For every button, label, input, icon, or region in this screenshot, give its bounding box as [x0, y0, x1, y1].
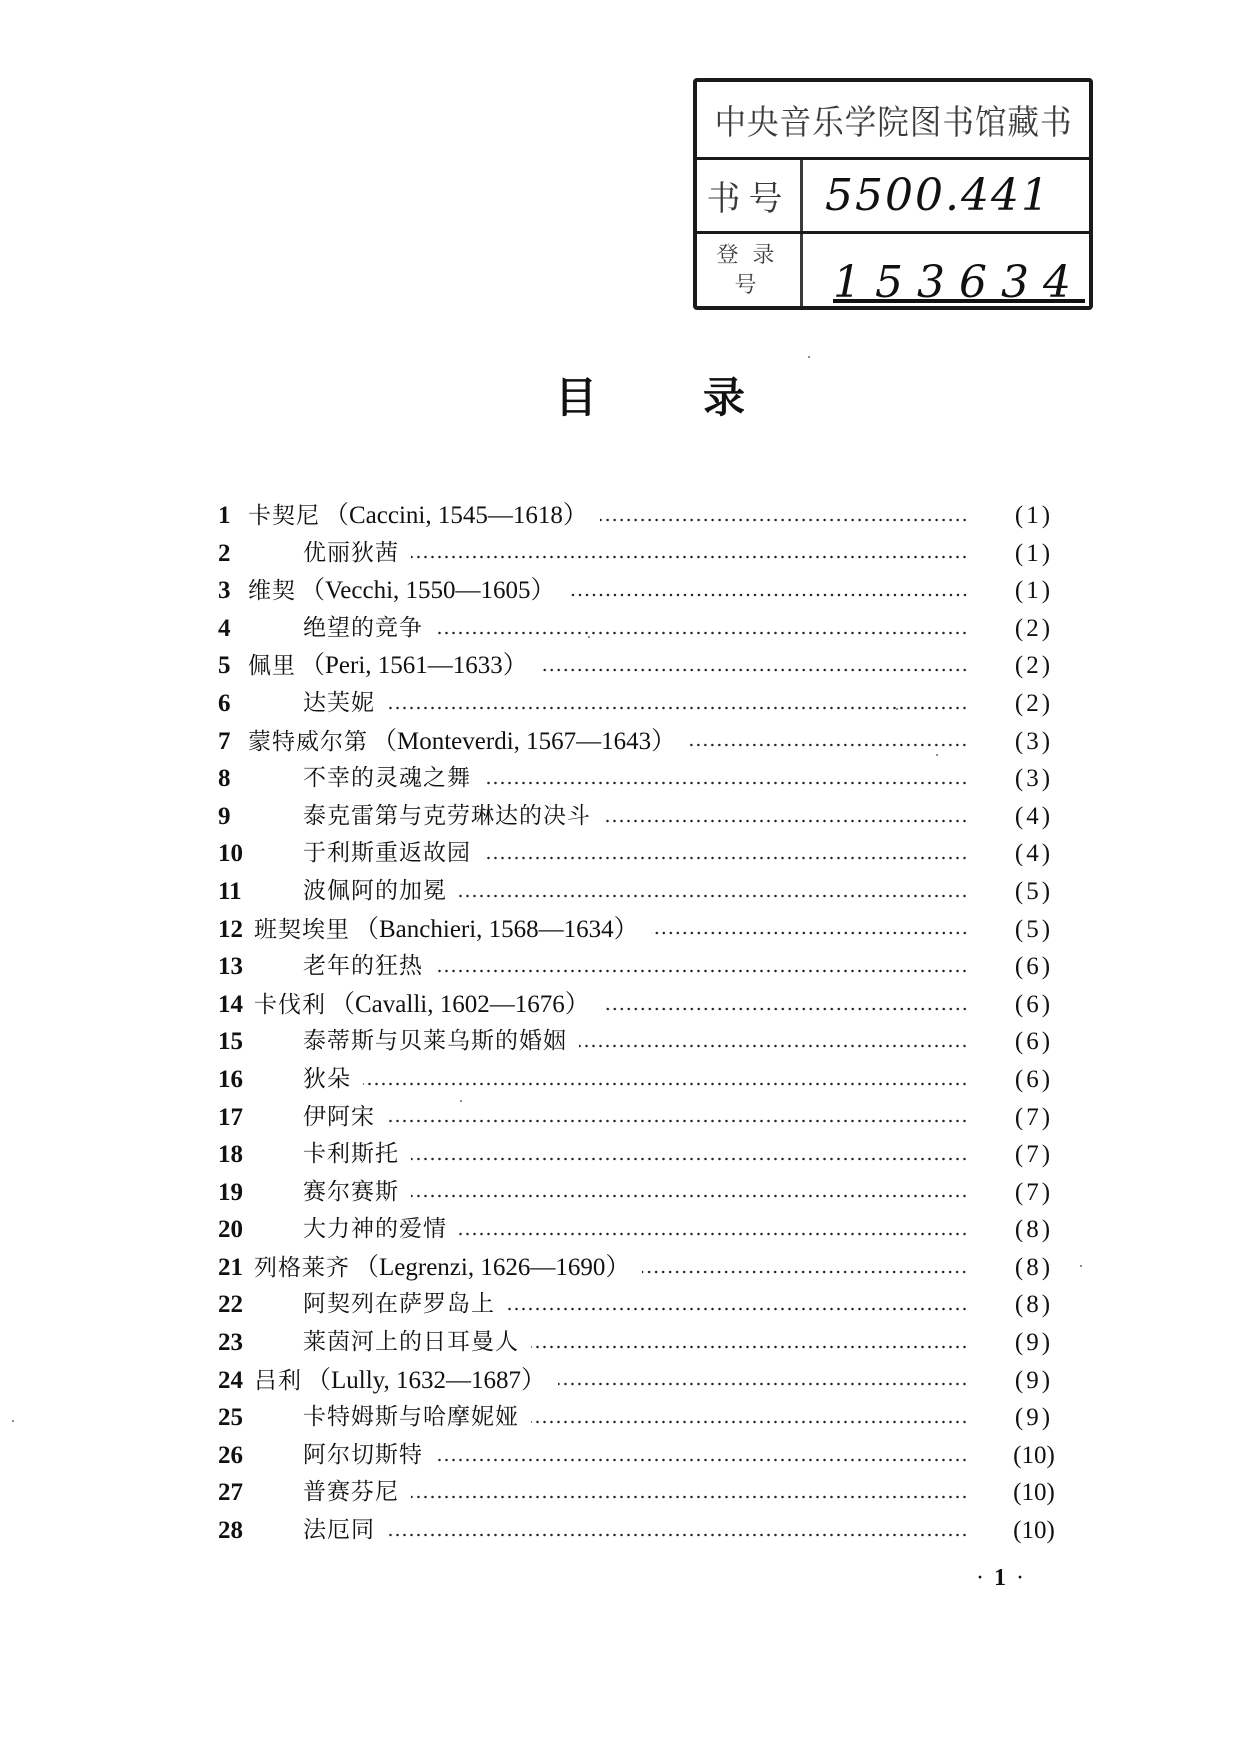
toc-dot-leader — [603, 819, 968, 823]
toc-dot-leader — [387, 706, 968, 710]
scan-speck — [896, 708, 898, 710]
toc-composer-title — [254, 986, 590, 1025]
toc-entry-number: 1 — [218, 502, 231, 529]
toc-dot-leader — [602, 1007, 968, 1011]
toc-work-title — [303, 760, 471, 798]
toc-entry-number: 7 — [218, 727, 231, 755]
scan-speck — [588, 636, 590, 638]
toc-title-chinese: 佩里 — [248, 653, 296, 680]
stamp-title: 中央音乐学院图书馆藏书 — [713, 103, 1073, 143]
library-stamp — [693, 78, 1093, 310]
page-title-char-1: 目 — [555, 373, 598, 422]
toc-entry[interactable] — [218, 911, 1068, 949]
toc-entry-number: 12 — [218, 915, 243, 943]
toc-page-number: (2) — [1014, 652, 1054, 680]
toc-entry[interactable] — [218, 1023, 1068, 1061]
toc-title-latin: （Monteverdi, 1567—1643） — [372, 727, 677, 755]
toc-work-title — [303, 685, 375, 723]
toc-page-number: (10) — [1013, 1479, 1055, 1507]
toc-title-latin: （Banchieri, 1568—1634） — [354, 915, 639, 943]
toc-title-chinese: 莱茵河上的日耳曼人 — [303, 1329, 519, 1356]
toc-work-title — [303, 1061, 351, 1099]
folio-left-dot: · — [976, 1565, 984, 1591]
toc-entry-number: 8 — [218, 765, 231, 793]
folio-right-dot: · — [1016, 1565, 1024, 1591]
toc-title-chinese: 普赛芬尼 — [303, 1479, 399, 1506]
toc-composer-title — [254, 911, 639, 950]
toc-entry-number: 19 — [218, 1178, 243, 1206]
toc-work-title — [303, 610, 423, 648]
toc-dot-leader — [459, 1232, 968, 1236]
stamp-accession-label-line2: 号 — [734, 273, 771, 298]
toc-entry[interactable] — [218, 1512, 1068, 1550]
toc-entry-number: 18 — [218, 1141, 243, 1169]
toc-title-chinese: 卡特姆斯与哈摩妮娅 — [303, 1404, 519, 1431]
toc-entry-number: 9 — [218, 802, 231, 830]
toc-entry[interactable] — [218, 873, 1068, 911]
toc-entry[interactable] — [218, 1286, 1068, 1324]
toc-composer-title — [248, 647, 528, 686]
stamp-call-number-value: 5500.441 — [825, 170, 1051, 221]
toc-title-latin: （Legrenzi, 1626—1690） — [354, 1253, 631, 1281]
toc-title-latin: （Cavalli, 1602—1676） — [330, 990, 590, 1018]
toc-title-chinese: 狄朵 — [303, 1065, 351, 1092]
toc-entry[interactable] — [218, 798, 1068, 836]
toc-entry-number: 14 — [218, 990, 243, 1018]
toc-title-chinese: 阿契列在萨罗岛上 — [303, 1291, 495, 1318]
toc-title-latin: （Caccini, 1545—1618） — [324, 502, 588, 529]
toc-page-number: (8) — [1014, 1216, 1054, 1244]
toc-page-number: (3) — [1014, 727, 1054, 755]
toc-page-number: (7) — [1014, 1141, 1054, 1169]
toc-work-title — [303, 1099, 375, 1137]
toc-entry[interactable] — [218, 1061, 1068, 1099]
scan-speck — [808, 356, 810, 358]
toc-page-number: (6) — [1014, 1065, 1054, 1093]
toc-dot-leader — [688, 743, 968, 747]
toc-title-chinese: 于利斯重返故园 — [303, 840, 471, 867]
toc-page-number: (2) — [1014, 614, 1054, 642]
toc-dot-leader — [483, 781, 968, 785]
toc-dot-leader — [411, 1194, 968, 1198]
toc-work-title — [303, 948, 423, 986]
toc-dot-leader — [600, 518, 968, 522]
toc-entry-number: 26 — [218, 1441, 243, 1469]
toc-entry-number: 27 — [218, 1479, 243, 1507]
toc-title-latin: （Peri, 1561—1633） — [300, 652, 528, 680]
toc-entry[interactable] — [218, 1399, 1068, 1437]
toc-work-title — [303, 1437, 423, 1475]
toc-work-title — [303, 1136, 399, 1174]
toc-entry[interactable] — [218, 610, 1068, 648]
toc-dot-leader — [531, 1345, 968, 1349]
toc-title-chinese: 达芙妮 — [303, 689, 375, 716]
toc-work-title — [303, 1286, 495, 1324]
toc-title-chinese: 绝望的竞争 — [303, 614, 423, 641]
toc-title-chinese: 优丽狄茜 — [303, 539, 399, 566]
toc-dot-leader — [387, 1533, 968, 1537]
stamp-call-number-label: 书号 — [697, 160, 803, 231]
toc-entry[interactable] — [218, 1174, 1068, 1212]
folio-page-number: 1 — [994, 1565, 1006, 1591]
toc-page-number: (1) — [1014, 539, 1054, 567]
toc-title-chinese: 阿尔切斯特 — [303, 1441, 423, 1468]
toc-dot-leader — [558, 1382, 968, 1386]
stamp-accession-value: 153634 — [833, 257, 1085, 308]
toc-entry[interactable] — [218, 1249, 1068, 1287]
toc-work-title — [303, 1399, 519, 1437]
toc-title-chinese: 伊阿宋 — [303, 1103, 375, 1130]
toc-title-chinese: 班契埃里 — [254, 916, 350, 943]
toc-dot-leader — [483, 856, 968, 860]
toc-work-title — [303, 873, 447, 911]
toc-page-number: (4) — [1014, 802, 1054, 830]
page-title — [0, 368, 1240, 428]
toc-entry[interactable] — [218, 497, 1068, 535]
toc-page-number: (10) — [1013, 1517, 1055, 1545]
toc-entry[interactable] — [218, 685, 1068, 723]
toc-entry-number: 3 — [218, 577, 231, 605]
stamp-accession-label-line1: 登录 — [716, 243, 789, 268]
toc-entry[interactable] — [218, 1136, 1068, 1174]
scan-speck — [936, 754, 938, 756]
toc-page-number: (2) — [1014, 689, 1054, 717]
toc-page-number: (4) — [1014, 840, 1054, 868]
toc-composer-title — [248, 723, 676, 762]
toc-page-number: (8) — [1014, 1253, 1054, 1281]
toc-work-title — [303, 535, 399, 573]
toc-entry-number: 6 — [218, 689, 231, 717]
toc-dot-leader — [411, 555, 968, 559]
toc-dot-leader — [411, 1157, 968, 1161]
toc-work-title — [303, 835, 471, 873]
toc-page-number: (1) — [1014, 577, 1054, 605]
toc-dot-leader — [363, 1082, 968, 1086]
toc-page-number: (9) — [1014, 1366, 1054, 1394]
toc-entry[interactable] — [218, 1437, 1068, 1475]
toc-entry[interactable] — [218, 572, 1068, 610]
toc-entry-number: 25 — [218, 1404, 243, 1432]
toc-title-chinese: 泰蒂斯与贝莱乌斯的婚姻 — [303, 1028, 567, 1055]
table-of-contents — [218, 497, 1068, 1550]
toc-entry-number: 10 — [218, 840, 243, 868]
toc-entry-number: 22 — [218, 1291, 243, 1319]
toc-page-number: (9) — [1014, 1404, 1054, 1432]
toc-dot-leader — [507, 1307, 968, 1311]
toc-title-chinese: 卡伐利 — [254, 991, 326, 1018]
toc-dot-leader — [568, 593, 968, 597]
toc-page-number: (10) — [1013, 1441, 1055, 1469]
toc-page-number: (9) — [1014, 1329, 1054, 1357]
toc-entry-number: 20 — [218, 1216, 243, 1244]
toc-title-chinese: 法厄同 — [303, 1517, 375, 1544]
toc-entry-number: 15 — [218, 1028, 243, 1056]
toc-work-title — [303, 1211, 447, 1249]
toc-title-chinese: 波佩阿的加冕 — [303, 877, 447, 904]
toc-entry-number: 23 — [218, 1329, 243, 1357]
toc-title-chinese: 列格莱齐 — [254, 1254, 350, 1281]
toc-entry[interactable] — [218, 647, 1068, 685]
toc-title-latin: （Vecchi, 1550—1605） — [300, 577, 556, 605]
toc-work-title — [303, 1512, 375, 1550]
toc-page-number: (3) — [1014, 765, 1054, 793]
toc-title-chinese: 蒙特威尔第 — [248, 728, 368, 755]
toc-work-title — [303, 1324, 519, 1362]
toc-entry-number: 11 — [218, 877, 242, 905]
toc-entry[interactable] — [218, 986, 1068, 1024]
toc-entry[interactable] — [218, 1362, 1068, 1400]
toc-page-number: (5) — [1014, 877, 1054, 905]
stamp-title-row — [697, 82, 1089, 160]
toc-entry[interactable] — [218, 1474, 1068, 1512]
page-title-char-2: 录 — [703, 373, 746, 422]
toc-composer-title — [248, 497, 588, 536]
toc-entry[interactable] — [218, 835, 1068, 873]
toc-entry[interactable] — [218, 948, 1068, 986]
toc-composer-title — [248, 572, 556, 611]
toc-title-chinese: 不幸的灵魂之舞 — [303, 765, 471, 792]
stamp-call-number-row — [697, 160, 1089, 234]
toc-entry-number: 16 — [218, 1065, 243, 1093]
toc-entry[interactable] — [218, 1324, 1068, 1362]
toc-work-title — [303, 798, 591, 836]
toc-dot-leader — [579, 1044, 968, 1048]
toc-entry[interactable] — [218, 1211, 1068, 1249]
toc-dot-leader — [642, 1270, 968, 1274]
toc-dot-leader — [435, 631, 968, 635]
toc-entry-number: 21 — [218, 1253, 243, 1281]
toc-page-number: (6) — [1014, 1028, 1054, 1056]
toc-dot-leader — [411, 1495, 968, 1499]
toc-entry[interactable] — [218, 1099, 1068, 1137]
toc-page-number: (7) — [1014, 1103, 1054, 1131]
toc-entry-number: 13 — [218, 953, 243, 981]
toc-entry-number: 4 — [218, 614, 231, 642]
toc-page-number: (6) — [1014, 990, 1054, 1018]
toc-entry[interactable] — [218, 535, 1068, 573]
toc-entry-number: 28 — [218, 1517, 243, 1545]
toc-work-title — [303, 1174, 399, 1212]
toc-dot-leader — [435, 1458, 968, 1462]
toc-entry-number: 17 — [218, 1103, 243, 1131]
toc-title-chinese: 吕利 — [254, 1367, 302, 1394]
toc-dot-leader — [531, 1420, 968, 1424]
page-folio — [960, 1560, 1040, 1596]
stamp-accession-label — [697, 234, 803, 308]
toc-page-number: (5) — [1014, 915, 1054, 943]
toc-page-number: (6) — [1014, 953, 1054, 981]
toc-dot-leader — [540, 668, 968, 672]
toc-dot-leader — [651, 931, 968, 935]
toc-title-chinese: 大力神的爱情 — [303, 1216, 447, 1243]
toc-title-chinese: 维契 — [248, 578, 296, 605]
toc-composer-title — [254, 1249, 630, 1288]
toc-work-title — [303, 1023, 567, 1061]
toc-entry-number: 24 — [218, 1366, 243, 1394]
scan-speck — [460, 1100, 462, 1102]
stamp-accession-row — [697, 234, 1089, 308]
scan-speck — [1080, 1265, 1082, 1267]
toc-page-number: (1) — [1014, 502, 1054, 529]
toc-entry-number: 5 — [218, 652, 231, 680]
toc-dot-leader — [435, 969, 968, 973]
toc-composer-title — [254, 1362, 546, 1401]
toc-page-number: (8) — [1014, 1291, 1054, 1319]
toc-work-title — [303, 1474, 399, 1512]
toc-dot-leader — [387, 1119, 968, 1123]
toc-title-chinese: 赛尔赛斯 — [303, 1178, 399, 1205]
toc-title-chinese: 泰克雷第与克劳琳达的决斗 — [303, 802, 591, 829]
toc-title-chinese: 卡契尼 — [248, 503, 320, 529]
scan-speck — [12, 1420, 14, 1422]
toc-title-chinese: 老年的狂热 — [303, 953, 423, 980]
toc-entry[interactable] — [218, 723, 1068, 761]
toc-title-latin: （Lully, 1632—1687） — [306, 1366, 547, 1394]
toc-title-chinese: 卡利斯托 — [303, 1141, 399, 1168]
toc-page-number: (7) — [1014, 1178, 1054, 1206]
toc-entry[interactable] — [218, 760, 1068, 798]
toc-dot-leader — [459, 894, 968, 898]
toc-entry-number: 2 — [218, 539, 231, 567]
